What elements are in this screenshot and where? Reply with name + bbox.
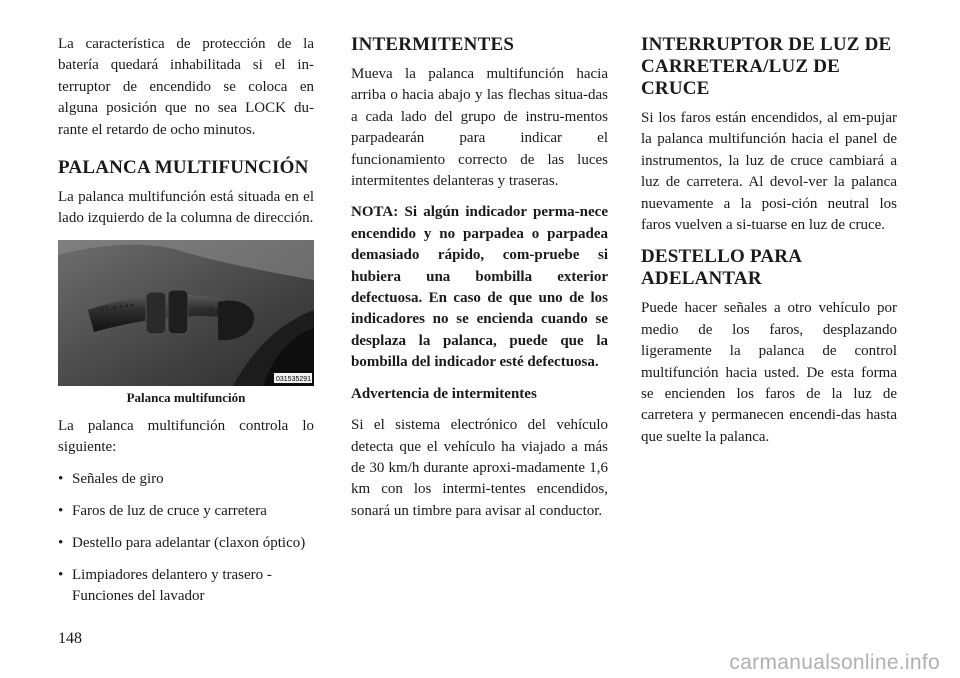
high-low-beam-paragraph: Si los faros están encendidos, al em-pujar la palanca multifunción hacia el panel de instrumentos, la luz de cruce cambiará a luz de carretera. Al devol-ver la palanca nuevamente a la posi-ción neutral los faros vuelven a si-tuarse en luz de cruce. — [641, 110, 897, 234]
column-middle — [351, 34, 608, 532]
section-heading-turn-signals: INTERMITENTES — [351, 34, 515, 55]
bullet-glyph: • — [58, 566, 64, 583]
section-heading-flash-to-pass: DESTELLO PARA ADELANTAR — [641, 246, 802, 290]
multifunction-location-paragraph: La palanca multifunción está situada en el lado izquierdo de la columna de dirección. — [58, 189, 314, 227]
note-paragraph: NOTA: Si algún indicador perma-nece encendido y no parpadea o parpadea demasiado rápido, com-pruebe si hubiera una bombilla exterior defectuosa. En caso de que uno de los indicadores no se encienda cuando se desplaza la palanca, puede que la bombilla del indicador esté defectuosa. — [351, 204, 608, 371]
svg-text:INT ◄ ♦ ♦ ♦: INT ◄ ♦ ♦ ♦ — [97, 301, 135, 314]
bullet-glyph: • — [58, 502, 64, 519]
page-number: 148 — [58, 630, 82, 647]
list-item: • Señales de giro — [58, 469, 314, 490]
bullet-glyph: • — [58, 470, 64, 487]
bullet-glyph: • — [58, 534, 64, 551]
multifunction-lever-photo — [58, 240, 314, 386]
list-item: • Limpiadores delantero y trasero - Funciones del lavador — [58, 566, 272, 604]
controls-intro-paragraph: La palanca multifunción controla lo siguiente: — [58, 417, 314, 456]
flash-to-pass-paragraph: Puede hacer señales a otro vehículo por medio de los faros, desplazando ligeramente la palanca de control multifunción hacia usted. De esta forma se encienden los faros de la luz de carretera y permanecen encendi-das hasta que suelte la palanca. — [641, 300, 897, 445]
list-item: • Faros de luz de cruce y carretera — [58, 501, 314, 522]
column-right — [641, 34, 897, 458]
watermark: carmanualsonline.info — [729, 651, 940, 674]
column-left — [58, 34, 314, 618]
intro-paragraph: La característica de protección de la batería quedará inhabilitada si el in-terruptor de encendido se coloca en alguna posición que no sea LOCK du-rante el retardo de ocho minutos. — [58, 36, 314, 138]
section-heading-high-low-beam: INTERRUPTOR DE LUZ DE CARRETERA/LUZ DE CRUCE — [641, 34, 892, 99]
svg-text:◊ ◊ ◊: ◊ ◊ ◊ — [185, 303, 192, 318]
turn-signal-warning-paragraph: Si el sistema electrónico del vehículo detecta que el vehículo ha viajado a más de 30 km/h durante aproxi-madamente 1,6 km con los intermi-tentes encendidos, sonará un timbre para avisar al conductor. — [351, 417, 608, 519]
lever-illustration — [58, 240, 314, 386]
svg-text:⊕ ⊕ ⊕ ⊕: ⊕ ⊕ ⊕ ⊕ — [208, 306, 238, 314]
figure-code: 031535291 — [276, 375, 312, 383]
turn-signals-paragraph: Mueva la palanca multifunción hacia arriba o hacia abajo y las flechas situa-das a cada lado del grupo de instru-mentos parpadearán para indicar el funcionamiento correcto de las luces intermitentes delanteras y traseras. — [351, 66, 608, 190]
section-heading-multifunction: PALANCA MULTIFUNCIÓN — [58, 157, 309, 179]
figure-caption: Palanca multifunción — [126, 389, 246, 405]
controls-list — [58, 469, 314, 607]
subheading-turn-signal-warning: Advertencia de intermitentes — [351, 385, 537, 402]
list-item: • Destello para adelantar (claxon óptico) — [58, 533, 314, 554]
